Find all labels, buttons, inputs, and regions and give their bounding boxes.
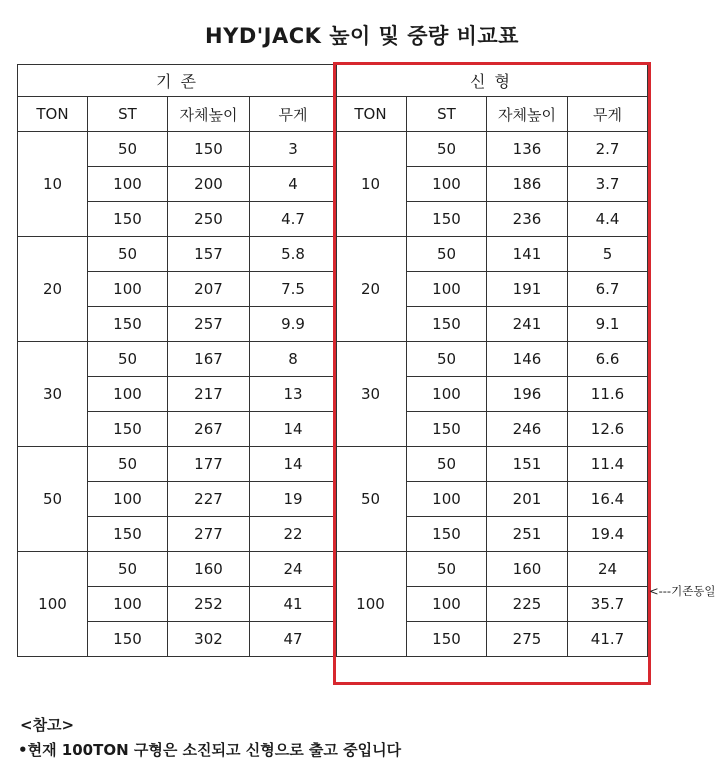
table-row	[335, 342, 648, 377]
st-cell: 100	[407, 482, 487, 517]
height-cell: 302	[168, 622, 250, 657]
st-cell: 50	[88, 342, 168, 377]
height-cell: 157	[168, 237, 250, 272]
st-cell: 50	[407, 552, 487, 587]
weight-cell: 19.4	[568, 517, 648, 552]
ton-cell: 10	[335, 132, 407, 237]
st-cell: 50	[88, 132, 168, 167]
column-header: ST	[88, 97, 168, 132]
weight-cell: 4.4	[568, 202, 648, 237]
table-row	[18, 342, 337, 377]
group-header: 기 존	[18, 65, 337, 97]
group-header-row	[335, 65, 648, 97]
ton-cell: 30	[335, 342, 407, 447]
height-cell: 227	[168, 482, 250, 517]
weight-cell: 41	[250, 587, 337, 622]
weight-cell: 8	[250, 342, 337, 377]
ton-cell: 10	[18, 132, 88, 237]
height-cell: 141	[487, 237, 568, 272]
column-header: 무게	[250, 97, 337, 132]
column-header: 자체높이	[168, 97, 250, 132]
height-cell: 250	[168, 202, 250, 237]
new-model-spec-table	[334, 64, 648, 657]
column-header: ST	[407, 97, 487, 132]
st-cell: 100	[88, 587, 168, 622]
st-cell: 150	[88, 412, 168, 447]
height-cell: 246	[487, 412, 568, 447]
weight-cell: 9.9	[250, 307, 337, 342]
height-cell: 177	[168, 447, 250, 482]
document-title: HYD'JACK 높이 및 중량 비교표	[205, 24, 519, 48]
weight-cell: 9.1	[568, 307, 648, 342]
weight-cell: 13	[250, 377, 337, 412]
st-cell: 150	[407, 622, 487, 657]
st-cell: 50	[88, 552, 168, 587]
column-header-row	[18, 97, 337, 132]
st-cell: 150	[88, 517, 168, 552]
height-cell: 257	[168, 307, 250, 342]
weight-cell: 41.7	[568, 622, 648, 657]
ton-cell: 100	[18, 552, 88, 657]
weight-cell: 35.7	[568, 587, 648, 622]
ton-cell: 20	[18, 237, 88, 342]
st-cell: 100	[407, 272, 487, 307]
st-cell: 100	[407, 167, 487, 202]
weight-cell: 16.4	[568, 482, 648, 517]
group-header-row	[18, 65, 337, 97]
st-cell: 150	[407, 307, 487, 342]
weight-cell: 11.4	[568, 447, 648, 482]
st-cell: 100	[88, 272, 168, 307]
height-cell: 151	[487, 447, 568, 482]
st-cell: 150	[407, 517, 487, 552]
st-cell: 150	[88, 307, 168, 342]
st-cell: 150	[407, 412, 487, 447]
weight-cell: 11.6	[568, 377, 648, 412]
weight-cell: 3	[250, 132, 337, 167]
height-cell: 150	[168, 132, 250, 167]
st-cell: 100	[407, 377, 487, 412]
weight-cell: 22	[250, 517, 337, 552]
table-row	[335, 237, 648, 272]
reference-note: •현재 100TON 구형은 소진되고 신형으로 출고 중입니다	[18, 741, 402, 759]
weight-cell: 4	[250, 167, 337, 202]
st-cell: 100	[88, 377, 168, 412]
weight-cell: 19	[250, 482, 337, 517]
height-cell: 251	[487, 517, 568, 552]
height-cell: 236	[487, 202, 568, 237]
table-row	[18, 237, 337, 272]
table-row	[335, 132, 648, 167]
table-row	[335, 552, 648, 587]
st-cell: 150	[88, 622, 168, 657]
same-as-existing-note: <---기존동일	[649, 584, 716, 598]
table-row	[18, 447, 337, 482]
weight-cell: 3.7	[568, 167, 648, 202]
existing-spec-table	[17, 64, 337, 657]
weight-cell: 2.7	[568, 132, 648, 167]
height-cell: 267	[168, 412, 250, 447]
st-cell: 50	[407, 237, 487, 272]
ton-cell: 100	[335, 552, 407, 657]
column-header: TON	[18, 97, 88, 132]
weight-cell: 6.7	[568, 272, 648, 307]
weight-cell: 5	[568, 237, 648, 272]
weight-cell: 6.6	[568, 342, 648, 377]
weight-cell: 12.6	[568, 412, 648, 447]
height-cell: 277	[168, 517, 250, 552]
height-cell: 160	[487, 552, 568, 587]
column-header: 자체높이	[487, 97, 568, 132]
st-cell: 100	[407, 587, 487, 622]
height-cell: 200	[168, 167, 250, 202]
height-cell: 186	[487, 167, 568, 202]
ton-cell: 20	[335, 237, 407, 342]
height-cell: 167	[168, 342, 250, 377]
ton-cell: 50	[18, 447, 88, 552]
weight-cell: 24	[568, 552, 648, 587]
ton-cell: 50	[335, 447, 407, 552]
height-cell: 191	[487, 272, 568, 307]
column-header: TON	[335, 97, 407, 132]
weight-cell: 5.8	[250, 237, 337, 272]
weight-cell: 14	[250, 447, 337, 482]
ton-cell: 30	[18, 342, 88, 447]
st-cell: 100	[88, 482, 168, 517]
height-cell: 160	[168, 552, 250, 587]
st-cell: 50	[407, 447, 487, 482]
table-row	[335, 447, 648, 482]
height-cell: 241	[487, 307, 568, 342]
st-cell: 100	[88, 167, 168, 202]
table-row	[18, 552, 337, 587]
weight-cell: 7.5	[250, 272, 337, 307]
height-cell: 217	[168, 377, 250, 412]
st-cell: 50	[407, 342, 487, 377]
height-cell: 136	[487, 132, 568, 167]
st-cell: 50	[88, 447, 168, 482]
height-cell: 146	[487, 342, 568, 377]
height-cell: 225	[487, 587, 568, 622]
height-cell: 201	[487, 482, 568, 517]
st-cell: 150	[88, 202, 168, 237]
st-cell: 150	[407, 202, 487, 237]
table-row	[18, 132, 337, 167]
column-header-row	[335, 97, 648, 132]
weight-cell: 24	[250, 552, 337, 587]
st-cell: 50	[407, 132, 487, 167]
height-cell: 275	[487, 622, 568, 657]
height-cell: 207	[168, 272, 250, 307]
height-cell: 196	[487, 377, 568, 412]
reference-heading: <참고>	[20, 716, 75, 734]
weight-cell: 47	[250, 622, 337, 657]
column-header: 무게	[568, 97, 648, 132]
height-cell: 252	[168, 587, 250, 622]
group-header: 신 형	[335, 65, 648, 97]
weight-cell: 14	[250, 412, 337, 447]
st-cell: 50	[88, 237, 168, 272]
weight-cell: 4.7	[250, 202, 337, 237]
